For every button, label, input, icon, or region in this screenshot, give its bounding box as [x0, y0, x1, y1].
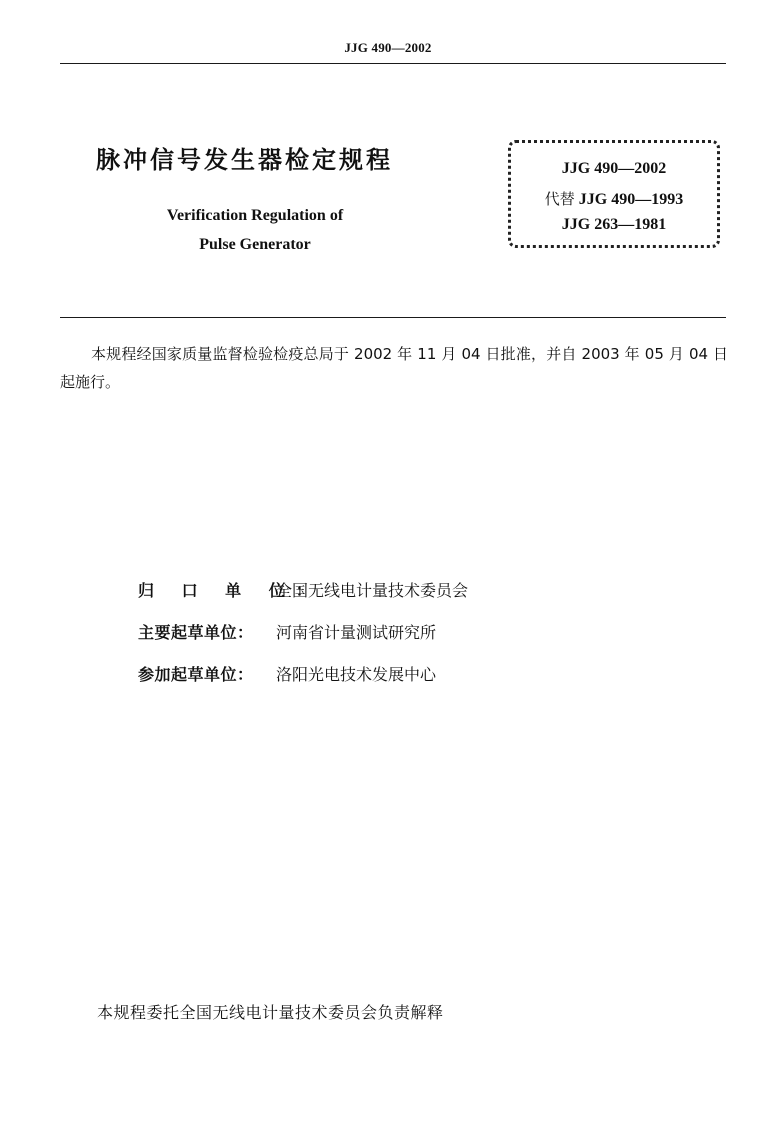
- middle-divider: [60, 317, 726, 318]
- approval-statement: [60, 340, 728, 396]
- top-divider: [60, 63, 726, 64]
- document-title-en: [130, 201, 380, 259]
- title-en-line-1: Verification Regulation of: [166, 207, 344, 224]
- replaced-code-2: JJG 263—1981: [561, 216, 667, 233]
- unit-row-main-drafting: [138, 620, 468, 662]
- code-replaces: [511, 188, 717, 209]
- unit-value: 全国无线电计量技术委员会: [276, 581, 469, 600]
- title-en-line-2: Pulse Generator: [199, 236, 311, 253]
- code-current: JJG 490—2002: [561, 160, 667, 177]
- interpretation-note: 本规程委托全国无线电计量技术委员会负责解释: [97, 1003, 444, 1022]
- unit-value: 河南省计量测试研究所: [276, 623, 437, 642]
- unit-row-participating-drafting: [138, 662, 468, 704]
- approval-text: 本规程经国家质量监督检验检疫总局于 2002 年 11 月 04 日批准，并自 2003 年 05 月 04 日起施行。: [60, 345, 728, 391]
- unit-row-centralized: [138, 578, 468, 620]
- unit-label: 归 口 单 位：: [138, 581, 323, 600]
- unit-value: 洛阳光电技术发展中心: [276, 665, 437, 684]
- unit-label: 主要起草单位：: [138, 623, 254, 642]
- replaces-label: 代替: [544, 190, 575, 208]
- standard-code-box: [508, 140, 720, 248]
- document-title-cn: 脉冲信号发生器检定规程: [96, 146, 393, 174]
- replaced-code-1: JJG 490—1993: [574, 191, 684, 208]
- header-code: JJG 490—2002: [344, 40, 432, 55]
- unit-label: 参加起草单位：: [138, 665, 254, 684]
- responsible-units: [138, 578, 468, 704]
